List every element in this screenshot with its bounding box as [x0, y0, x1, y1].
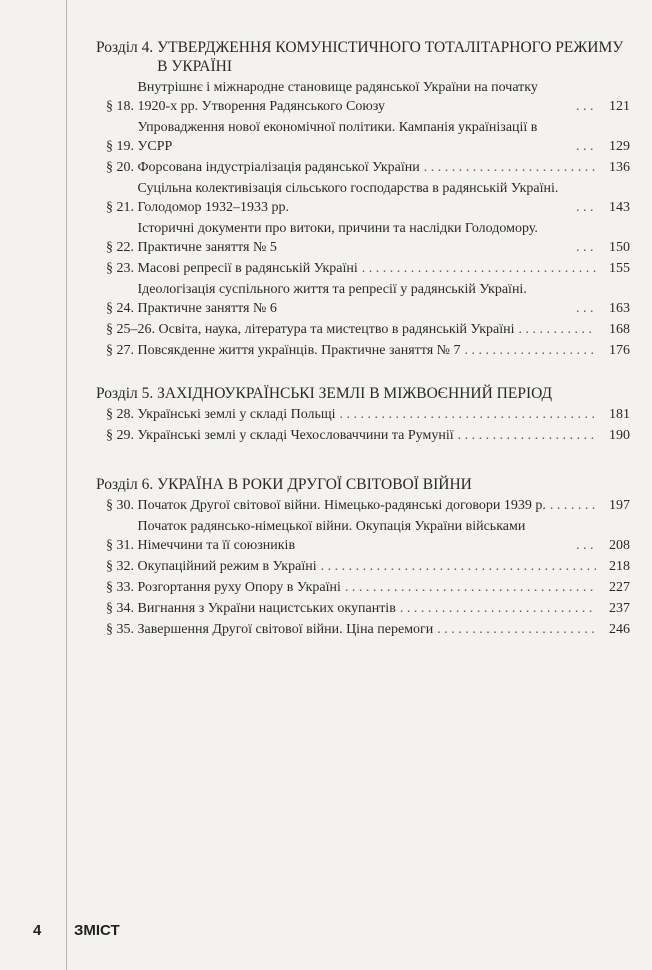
dot-leader — [576, 536, 596, 555]
paragraph-number: § 34. — [106, 601, 138, 616]
entry-title: Завершення Другої світової війни. Ціна перемоги — [137, 622, 434, 637]
page-margin-line — [66, 0, 67, 970]
table-of-contents — [96, 38, 630, 639]
section-title: УТВЕРДЖЕННЯ КОМУНІСТИЧНОГО ТОТАЛІТАРНОГО РЕЖИМУ В УКРАЇНІ — [157, 39, 624, 75]
paragraph-number: § 23. — [106, 261, 138, 276]
dot-leader — [576, 198, 596, 217]
dot-leader — [576, 299, 596, 318]
toc-entry — [106, 557, 630, 576]
page-number: 181 — [609, 407, 630, 422]
dot-leader — [345, 578, 596, 597]
paragraph-number: § 24. — [106, 301, 138, 316]
dot-leader — [400, 599, 596, 618]
section-number: Розділ 5. — [96, 385, 158, 402]
paragraph-number: § 30. — [106, 498, 138, 513]
section-heading — [96, 475, 630, 494]
toc-entry — [106, 118, 630, 156]
paragraph-number: § 35. — [106, 622, 138, 637]
entry-title: Внутрішнє і міжнародне становище радянської України на початку 1920-х рр. Утворення Радянського Союзу — [137, 80, 538, 114]
entry-title: Повсякденне життя українців. Практичне заняття № 7 — [137, 343, 461, 358]
toc-entry — [106, 78, 630, 116]
entry-title: Історичні документи про витоки, причини та наслідки Голодомору. Практичне заняття № 5 — [137, 221, 538, 255]
page-number: 246 — [609, 622, 630, 637]
page-number: 143 — [609, 200, 630, 215]
entry-title: Форсована індустріалізація радянської України — [137, 160, 420, 175]
entry-title: Вигнання з України нацистських окупантів — [137, 601, 396, 616]
paragraph-number: § 31. — [106, 538, 138, 553]
entry-title: Освіта, наука, література та мистецтво в радянській Україні — [158, 322, 515, 337]
page-number: 208 — [609, 538, 630, 553]
entry-title: Початок Другої світової війни. Німецько-радянські договори 1939 р. — [137, 498, 546, 513]
section-entries — [106, 78, 630, 360]
paragraph-number: § 18. — [106, 99, 138, 114]
section-5 — [96, 384, 630, 445]
section-number: Розділ 4. — [96, 39, 158, 56]
dot-leader — [550, 496, 596, 515]
toc-entry — [106, 517, 630, 555]
paragraph-number: § 27. — [106, 343, 138, 358]
toc-entry — [106, 158, 630, 177]
dot-leader — [437, 620, 596, 639]
entry-title: Окупаційний режим в Україні — [137, 559, 317, 574]
page-number: 121 — [609, 99, 630, 114]
paragraph-number: § 22. — [106, 240, 138, 255]
dot-leader — [576, 238, 596, 257]
paragraph-number: § 33. — [106, 580, 138, 595]
page-number: 168 — [609, 322, 630, 337]
dot-leader — [340, 405, 596, 424]
entry-title: Початок радянсько-німецької війни. Окупація України військами Німеччини та її союзників — [137, 519, 526, 553]
section-entries — [106, 405, 630, 445]
dot-leader — [321, 557, 596, 576]
page-number: 237 — [609, 601, 630, 616]
toc-entry — [106, 179, 630, 217]
entry-title: Ідеологізація суспільного життя та репресії у радянській Україні. Практичне заняття № 6 — [137, 282, 527, 316]
toc-entry — [106, 405, 630, 424]
page-number: 218 — [609, 559, 630, 574]
section-heading — [96, 384, 630, 403]
paragraph-number: § 19. — [106, 139, 138, 154]
dot-leader — [458, 426, 596, 445]
paragraph-number: § 28. — [106, 407, 138, 422]
page-number: 136 — [609, 160, 630, 175]
entry-title: Українські землі у складі Польщі — [137, 407, 336, 422]
section-heading — [96, 38, 630, 76]
entry-title: Масові репресії в радянській Україні — [137, 261, 358, 276]
toc-entry — [106, 426, 630, 445]
dot-leader — [424, 158, 596, 177]
paragraph-number: § 29. — [106, 428, 138, 443]
section-title: ЗАХІДНОУКРАЇНСЬКІ ЗЕМЛІ В МІЖВОЄННИЙ ПЕРІОД — [157, 385, 553, 402]
dot-leader — [576, 97, 596, 116]
page-number: 163 — [609, 301, 630, 316]
page-number: 155 — [609, 261, 630, 276]
dot-leader — [519, 320, 597, 339]
dot-leader — [465, 341, 597, 360]
section-title: УКРАЇНА В РОКИ ДРУГОЇ СВІТОВОЇ ВІЙНИ — [157, 476, 472, 493]
toc-entry — [106, 259, 630, 278]
page-number: 129 — [609, 139, 630, 154]
page-number: 227 — [609, 580, 630, 595]
entry-title: Упровадження нової економічної політики. Кампанія українізації в УСРР — [137, 120, 538, 154]
toc-entry — [106, 578, 630, 597]
section-number: Розділ 6. — [96, 476, 158, 493]
section-entries — [106, 496, 630, 639]
entry-title: Українські землі у складі Чехословаччини та Румунії — [137, 428, 454, 443]
section-6 — [96, 475, 630, 639]
toc-entry — [106, 280, 630, 318]
paragraph-number: § 32. — [106, 559, 138, 574]
page-number: 197 — [609, 498, 630, 513]
toc-entry — [106, 496, 630, 515]
paragraph-number: § 25–26. — [106, 322, 159, 337]
toc-entry — [106, 341, 630, 360]
toc-entry — [106, 599, 630, 618]
footer-label: ЗМІСТ — [74, 922, 120, 939]
section-4 — [96, 38, 630, 360]
page-number: 150 — [609, 240, 630, 255]
page-number: 190 — [609, 428, 630, 443]
entry-title: Суцільна колективізація сільського господарства в радянській Україні. Голодомор 1932–1933 рр. — [137, 181, 559, 215]
paragraph-number: § 20. — [106, 160, 138, 175]
paragraph-number: § 21. — [106, 200, 138, 215]
footer-page-number: 4 — [33, 922, 42, 939]
toc-entry — [106, 620, 630, 639]
page-number: 176 — [609, 343, 630, 358]
toc-entry — [106, 320, 630, 339]
toc-entry — [106, 219, 630, 257]
entry-title: Розгортання руху Опору в Україні — [137, 580, 341, 595]
dot-leader — [576, 137, 596, 156]
dot-leader — [362, 259, 596, 278]
